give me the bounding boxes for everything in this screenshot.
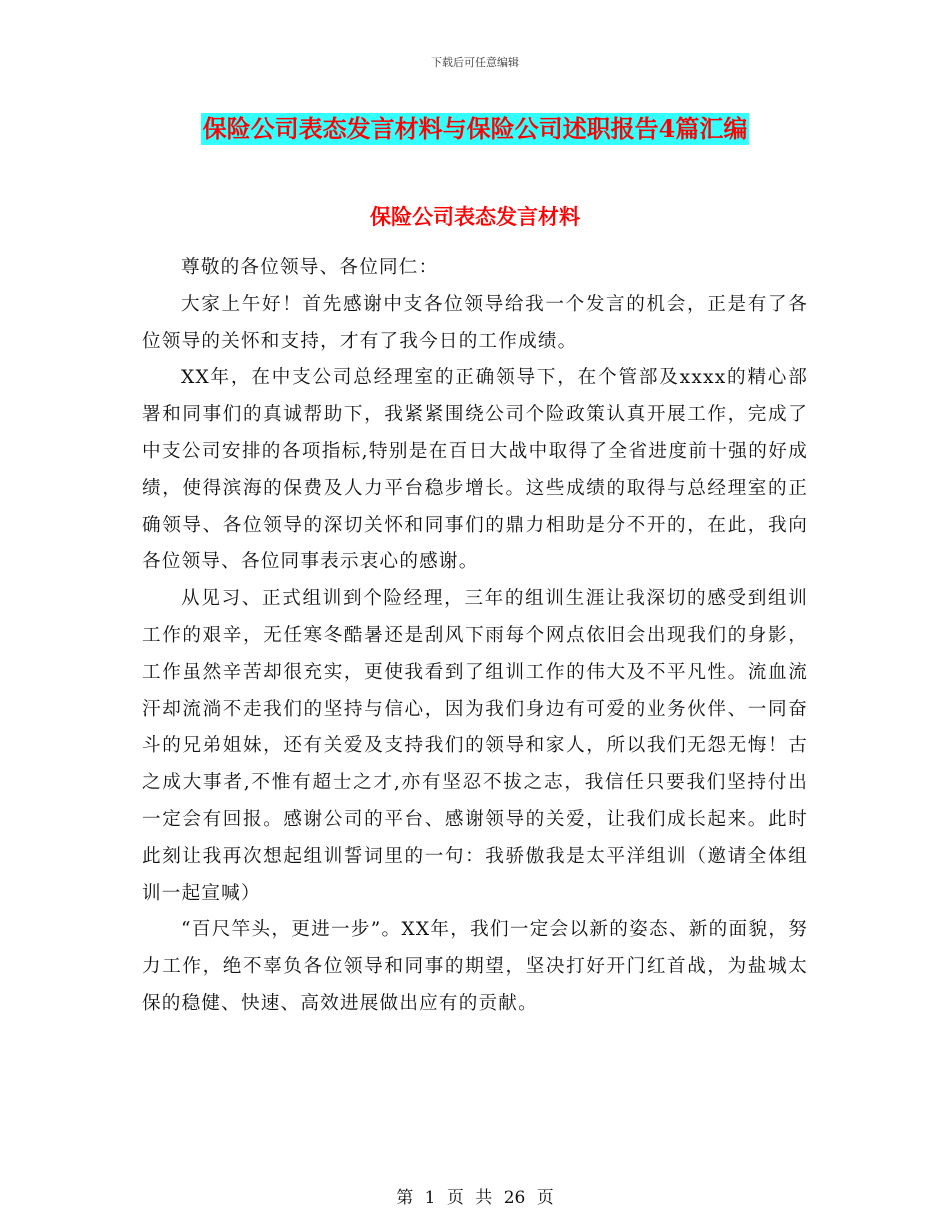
body-paragraph: XX年，在中支公司总经理室的正确领导下，在个管部及xxxx的精心部署和同事们的真诚帮助下，我紧紧围绕公司个险政策认真开展工作，完成了中支公司安排的各项指标,特别是在百日大战中取得了全省进度前十强的好成绩，使得滨海的保费及人力平台稳步增长。这些成绩的取得与总经理室的正确领导、各位领导的深切关怀和同事们的鼎力相助是分不开的，在此，我向各位领导、各位同事表示衷心的感谢。	[142, 367, 808, 573]
header-note: 下载后可任意编辑	[431, 56, 519, 69]
document-body	[142, 250, 808, 1023]
body-paragraph: 大家上午好！首先感谢中支各位领导给我一个发言的机会，正是有了各位领导的关怀和支持，才有了我今日的工作成绩。	[142, 293, 808, 352]
section-title: 保险公司表态发言材料	[370, 204, 580, 229]
page-number: 第 1 页 共 26 页	[396, 1188, 554, 1208]
main-title-container	[0, 113, 950, 145]
body-paragraph: 从见习、正式组训到个险经理，三年的组训生涯让我深切的感受到组训工作的艰辛，无任寒冬酷暑还是刮风下雨每个网点依旧会出现我们的身影，工作虽然辛苦却很充实，更使我看到了组训工作的伟大及不平凡性。流血流汗却流淌不走我们的坚持与信心，因为我们身边有可爱的业务伙伴、一同奋斗的兄弟姐妹，还有关爱及支持我们的领导和家人，所以我们无怨无悔！古之成大事者,不惟有超士之才,亦有坚忍不拔之志，我信任只要我们坚持付出一定会有回报。感谢公司的平台、感谢领导的关爱，让我们成长起来。此时此刻让我再次想起组训誓词里的一句：我骄傲我是太平洋组训（邀请全体组训一起宣喊）	[142, 588, 808, 904]
body-paragraph: “百尺竿头，更进一步”。XX年，我们一定会以新的姿态、新的面貌，努力工作，绝不辜负各位领导和同事的期望，坚决打好开门红首战，为盐城太保的稳健、快速、高效进展做出应有的贡献。	[142, 919, 808, 1014]
document-main-title: 保险公司表态发言材料与保险公司述职报告4篇汇编	[202, 114, 748, 143]
body-paragraph-greeting: 尊敬的各位领导、各位同仁：	[181, 257, 439, 278]
